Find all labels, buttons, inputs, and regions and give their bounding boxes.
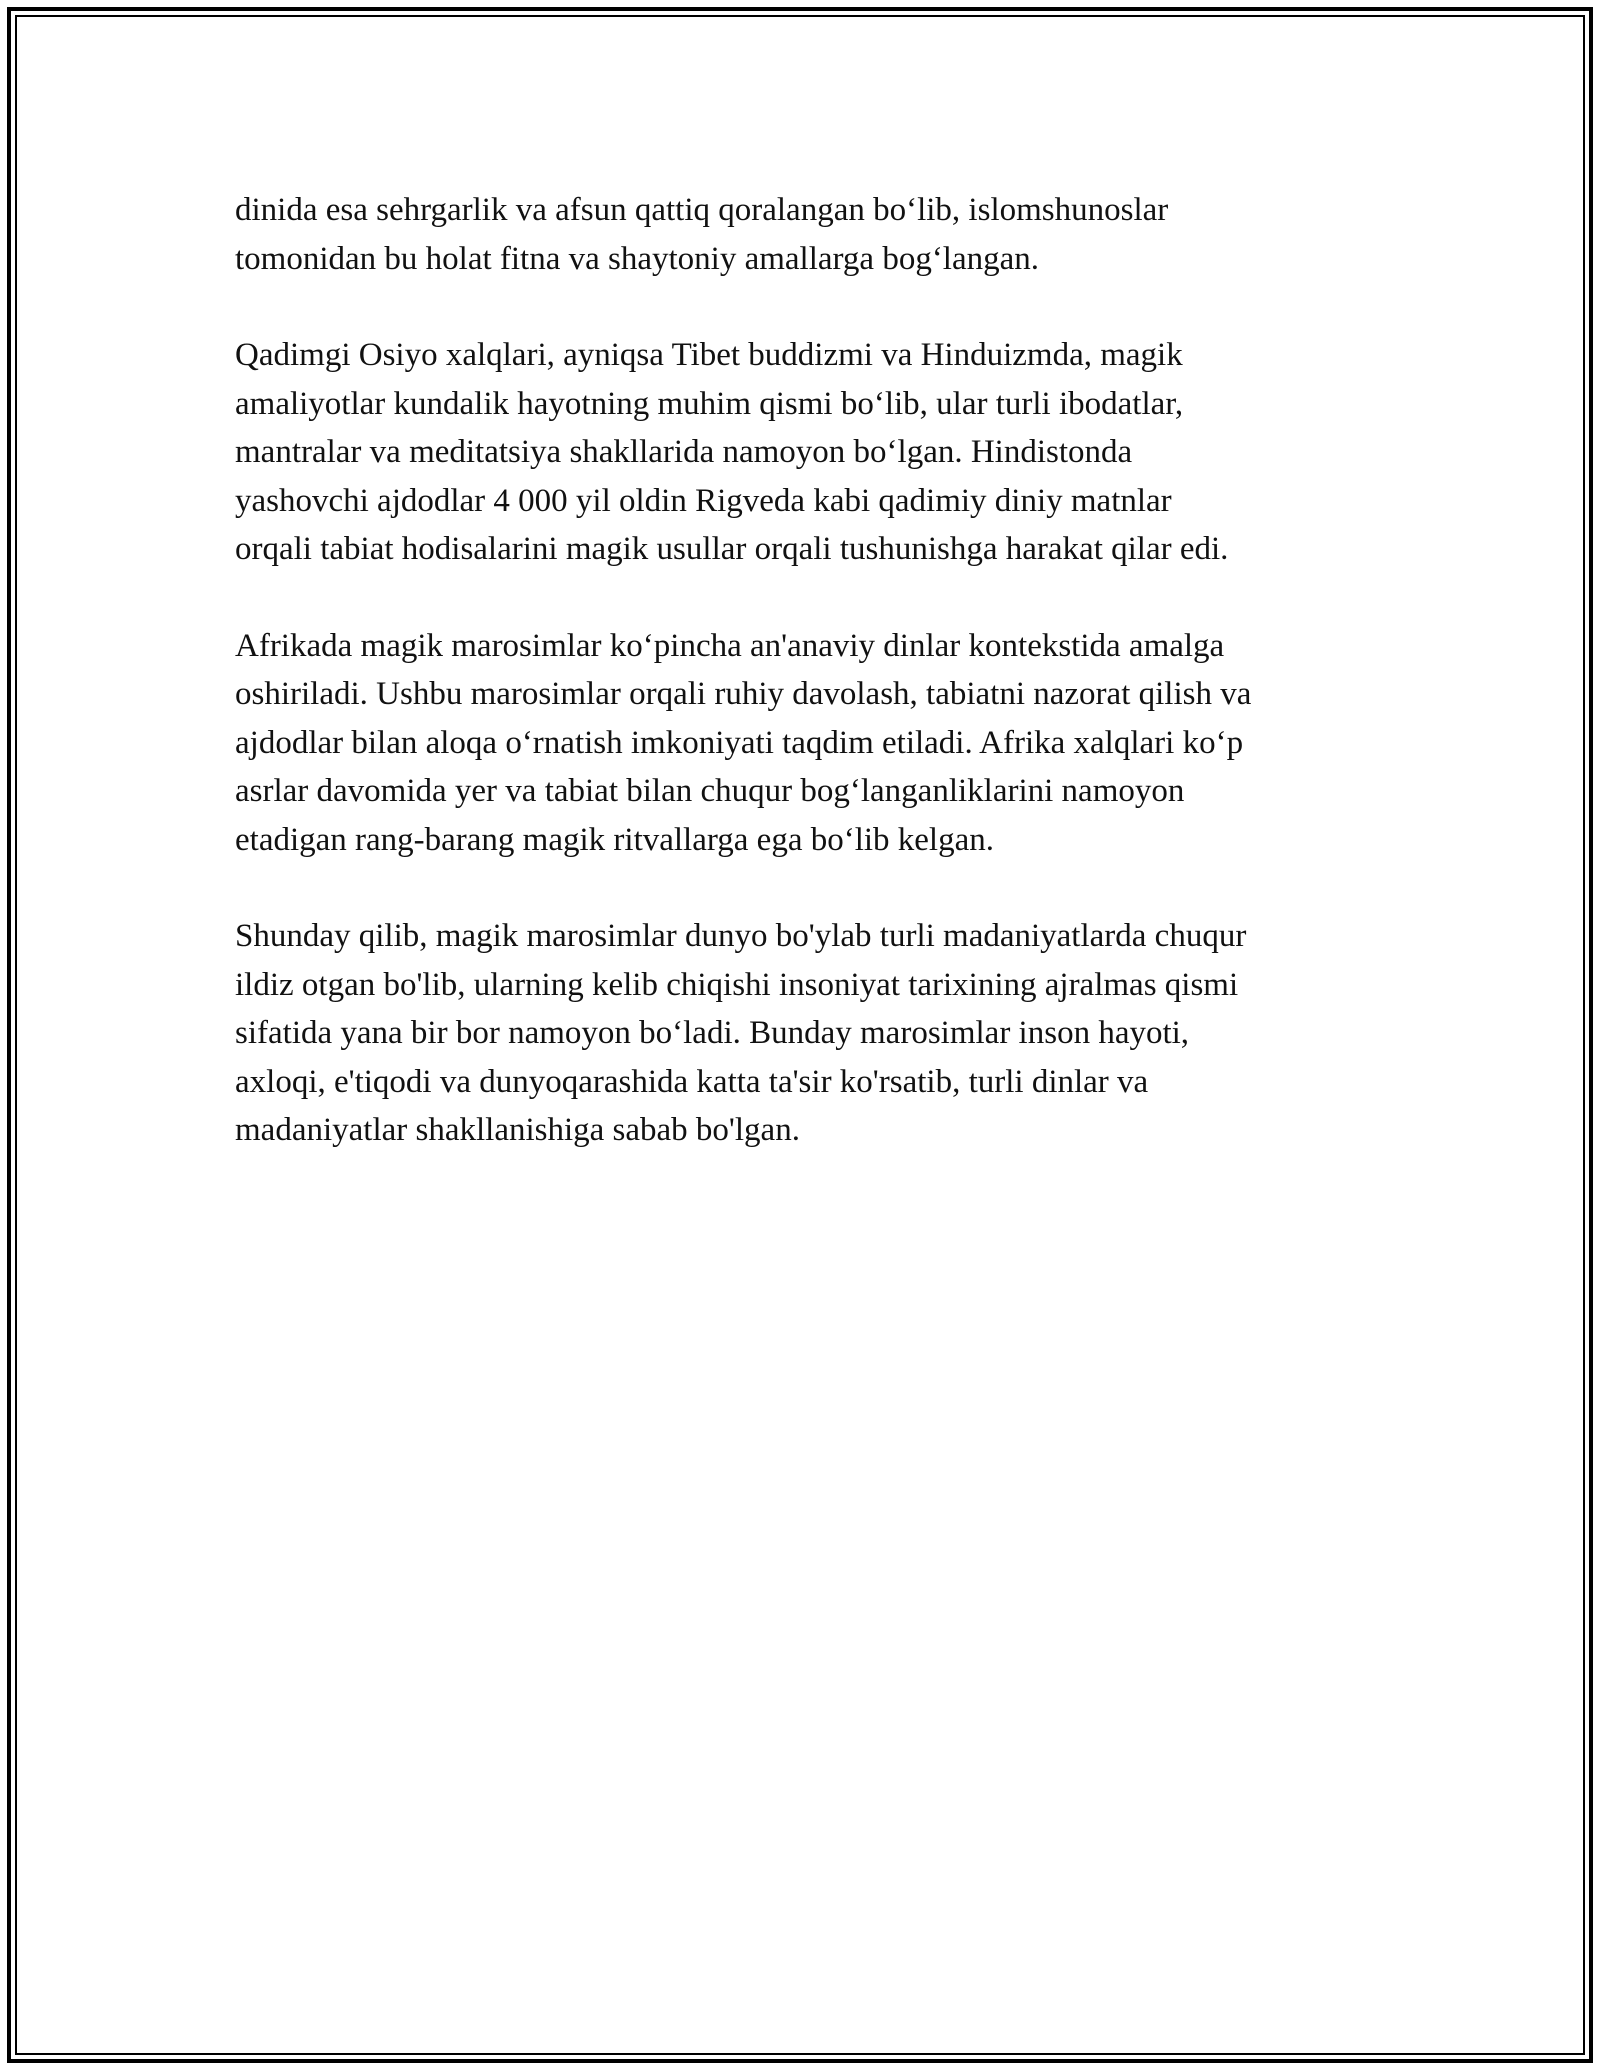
paragraph-1 — [235, 186, 1405, 283]
text-line: orqali tabiat hodisalarini magik usullar orqali tushunishga harakat qilar edi. — [235, 531, 1229, 567]
text-line: sifatida yana bir bor namoyon bo‘ladi. Bunday marosimlar inson hayoti, — [235, 1015, 1190, 1051]
paragraph-3 — [235, 622, 1405, 865]
text-line: oshiriladi. Ushbu marosimlar orqali ruhiy davolash, tabiatni nazorat qilish va — [235, 676, 1252, 712]
paragraph-2 — [235, 331, 1405, 574]
text-line: yashovchi ajdodlar 4 000 yil oldin Rigveda kabi qadimiy diniy matnlar — [235, 482, 1172, 519]
text-line: ajdodlar bilan aloqa o‘rnatish imkoniyati taqdim etiladi. Afrika xalqlari ko‘p — [235, 724, 1244, 761]
paragraph-4 — [235, 912, 1405, 1155]
text-line: mantralar va meditatsiya shakllarida namoyon bo‘lgan. Hindistonda — [235, 434, 1133, 470]
text-line: tomonidan bu holat fitna va shaytoniy amallarga bog‘langan. — [235, 240, 1040, 277]
text-line: madaniyatlar shakllanishiga sabab bo'lgan. — [235, 1112, 800, 1148]
text-line: Qadimgi Osiyo xalqlari, ayniqsa Tibet buddizmi va Hinduizmda, magik — [235, 337, 1183, 373]
text-line: Afrikada magik marosimlar ko‘pincha an'anaviy dinlar kontekstida amalga — [235, 627, 1225, 664]
document-body — [235, 186, 1405, 1203]
text-line: asrlar davomida yer va tabiat bilan chuqur bog‘langanliklarini namoyon — [235, 773, 1185, 809]
text-line: Shunday qilib, magik marosimlar dunyo bo'ylab turli madaniyatlarda chuqur — [235, 918, 1247, 954]
text-line: axloqi, e'tiqodi va dunyoqarashida katta ta'sir ko'rsatib, turli dinlar va — [235, 1063, 1149, 1100]
text-line: dinida esa sehrgarlik va afsun qattiq qoralangan bo‘lib, islomshunoslar — [235, 192, 1169, 228]
text-line: ildiz otgan bo'lib, ularning kelib chiqishi insoniyat tarixining ajralmas qismi — [235, 966, 1239, 1003]
text-line: etadigan rang-barang magik ritvallarga ega bo‘lib kelgan. — [235, 821, 994, 858]
text-line: amaliyotlar kundalik hayotning muhim qismi bo‘lib, ular turli ibodatlar, — [235, 385, 1184, 422]
